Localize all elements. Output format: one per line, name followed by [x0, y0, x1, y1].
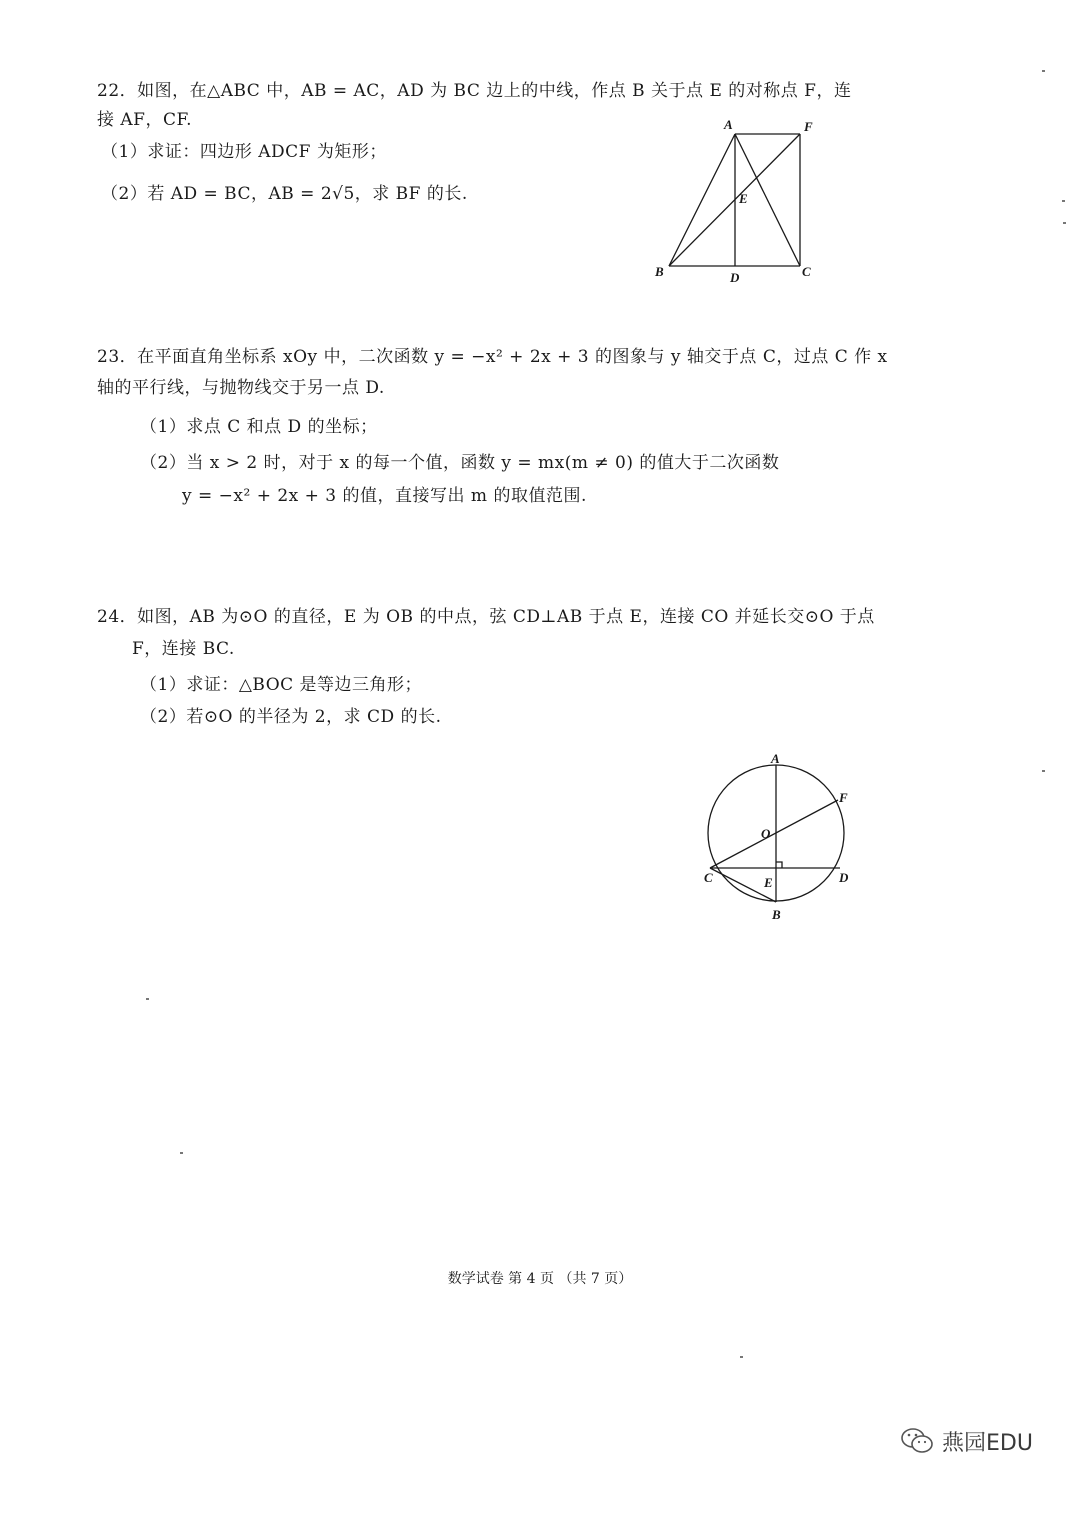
scan-speck	[146, 998, 149, 1000]
seg-AB	[669, 134, 735, 266]
label-D: D	[730, 270, 740, 285]
scan-speck	[1062, 200, 1065, 202]
label-F: F	[839, 790, 848, 805]
label-B: B	[655, 264, 664, 279]
label-C: C	[802, 264, 811, 279]
q22-stem-line2: 接 AF，CF.	[97, 110, 193, 130]
q22-figure	[648, 110, 828, 290]
scan-speck	[1042, 70, 1045, 72]
q23-part1: （1）求点 C 和点 D 的坐标；	[140, 417, 378, 437]
scan-speck	[1042, 770, 1045, 772]
right-angle-mark	[776, 862, 782, 868]
scan-speck	[1063, 222, 1066, 224]
label-B: B	[772, 907, 781, 922]
q23-part2-line2: y = −x² + 2x + 3 的值，直接写出 m 的取值范围.	[182, 486, 587, 506]
q23-part2-line1: （2）当 x > 2 时，对于 x 的每一个值，函数 y = mx(m ≠ 0) 的值大于二次函数	[140, 453, 780, 473]
page-footer: 数学试卷 第 4 页 （共 7 页）	[447, 1271, 633, 1287]
wechat-icon	[900, 1427, 934, 1455]
q24-stem-line2: F，连接 BC.	[132, 639, 235, 659]
watermark	[900, 1426, 1033, 1456]
q24-part1: （1）求证：△BOC 是等边三角形；	[140, 675, 423, 695]
label-E: E	[764, 875, 773, 890]
scan-speck	[180, 1152, 183, 1154]
label-A: A	[771, 751, 780, 766]
label-C: C	[704, 870, 713, 885]
label-A: A	[724, 117, 733, 132]
q22-part1: （1）求证：四边形 ADCF 为矩形；	[101, 142, 387, 162]
q23-stem-line2: 轴的平行线，与抛物线交于另一点 D.	[97, 378, 385, 398]
q24-figure	[695, 748, 860, 928]
label-E: E	[739, 191, 748, 206]
label-O: O	[761, 826, 771, 841]
watermark-text: 燕园EDU	[942, 1430, 1033, 1456]
scan-speck	[740, 1356, 743, 1358]
label-D: D	[839, 870, 849, 885]
label-F: F	[804, 119, 813, 134]
q22-stem-line1: 22．如图，在△ABC 中，AB = AC，AD 为 BC 边上的中线，作点 B 关于点 E 的对称点 F，连	[97, 81, 852, 101]
q24-stem-line1: 24．如图，AB 为⊙O 的直径，E 为 OB 的中点，弦 CD⊥AB 于点 E，连接 CO 并延长交⊙O 于点	[97, 607, 875, 627]
q22-part2: （2）若 AD = BC，AB = 2√5，求 BF 的长.	[101, 184, 468, 204]
seg-CF	[710, 800, 838, 868]
q23-stem-line1: 23．在平面直角坐标系 xOy 中，二次函数 y = −x² + 2x + 3 的图象与 y 轴交于点 C，过点 C 作 x	[97, 347, 888, 367]
q24-part2: （2）若⊙O 的半径为 2，求 CD 的长.	[140, 707, 442, 727]
